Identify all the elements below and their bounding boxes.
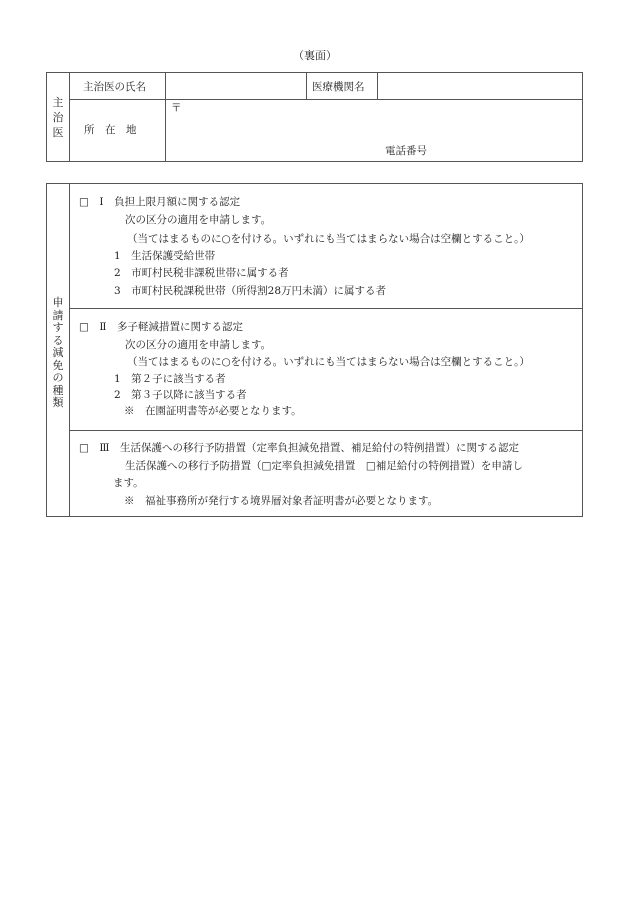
physician-side-label: 主治医 (52, 96, 64, 139)
divider (69, 430, 582, 431)
divider (69, 73, 70, 161)
section-1-instruction: 次の区分の適用を申請します。 (125, 214, 272, 226)
postal-mark: 〒 (171, 102, 182, 114)
reduction-table (46, 183, 583, 517)
section-3-remark: ※ 福祉事務所が発行する境界層対象者証明書が必要となります。 (124, 495, 439, 507)
section-1-note: （当てはまるものに○を付ける。いずれにも当てはまらない場合は空欄とすること。） (127, 233, 530, 245)
divider (377, 73, 378, 99)
institution-label: 医療機関名 (312, 81, 365, 93)
physician-table (46, 72, 583, 162)
section-1-option-2[interactable]: 2 市町村民税非課税世帯に属する者 (114, 267, 289, 279)
reduction-side-label: 申請する減免の種類 (52, 296, 64, 409)
phone-label: 電話番号 (385, 145, 427, 157)
divider (69, 308, 582, 309)
section-2-option-1[interactable]: 1 第２子に該当する者 (114, 373, 226, 385)
section-3-instruction: 生活保護への移行予防措置（□定率負担減免措置 □補足給付の特例措置）を申請し (125, 460, 523, 472)
address-field[interactable] (169, 101, 577, 143)
divider (165, 100, 166, 161)
section-1-heading[interactable]: □ Ⅰ 負担上限月額に関する認定 (79, 196, 241, 208)
institution-field[interactable] (383, 77, 573, 95)
section-2-remark: ※ 在園証明書等が必要となります。 (124, 405, 302, 417)
divider (69, 99, 582, 100)
section-3-heading[interactable]: □ Ⅲ 生活保護への移行予防措置（定率負担減免措置、補足給付の特例措置）に関する認定 (79, 442, 520, 454)
section-2-option-2[interactable]: 2 第３子以降に該当する者 (114, 389, 247, 401)
divider (306, 73, 307, 99)
page-title: （裏面） (293, 49, 337, 62)
divider (165, 73, 166, 99)
physician-name-field[interactable] (171, 77, 301, 95)
section-2-instruction: 次の区分の適用を申請します。 (125, 339, 272, 351)
section-1-option-1[interactable]: 1 生活保護受給世帯 (114, 250, 216, 262)
section-2-heading[interactable]: □ Ⅱ 多子軽減措置に関する認定 (79, 321, 244, 333)
divider (69, 184, 70, 516)
physician-name-label: 主治医の氏名 (83, 81, 146, 93)
section-2-note: （当てはまるものに○を付ける。いずれにも当てはまらない場合は空欄とすること。） (127, 356, 530, 368)
section-3-instruction-cont: ます。 (113, 477, 144, 489)
address-label: 所 在 地 (84, 124, 137, 136)
section-1-option-3[interactable]: 3 市町村民税課税世帯（所得割28万円未満）に属する者 (114, 285, 387, 297)
